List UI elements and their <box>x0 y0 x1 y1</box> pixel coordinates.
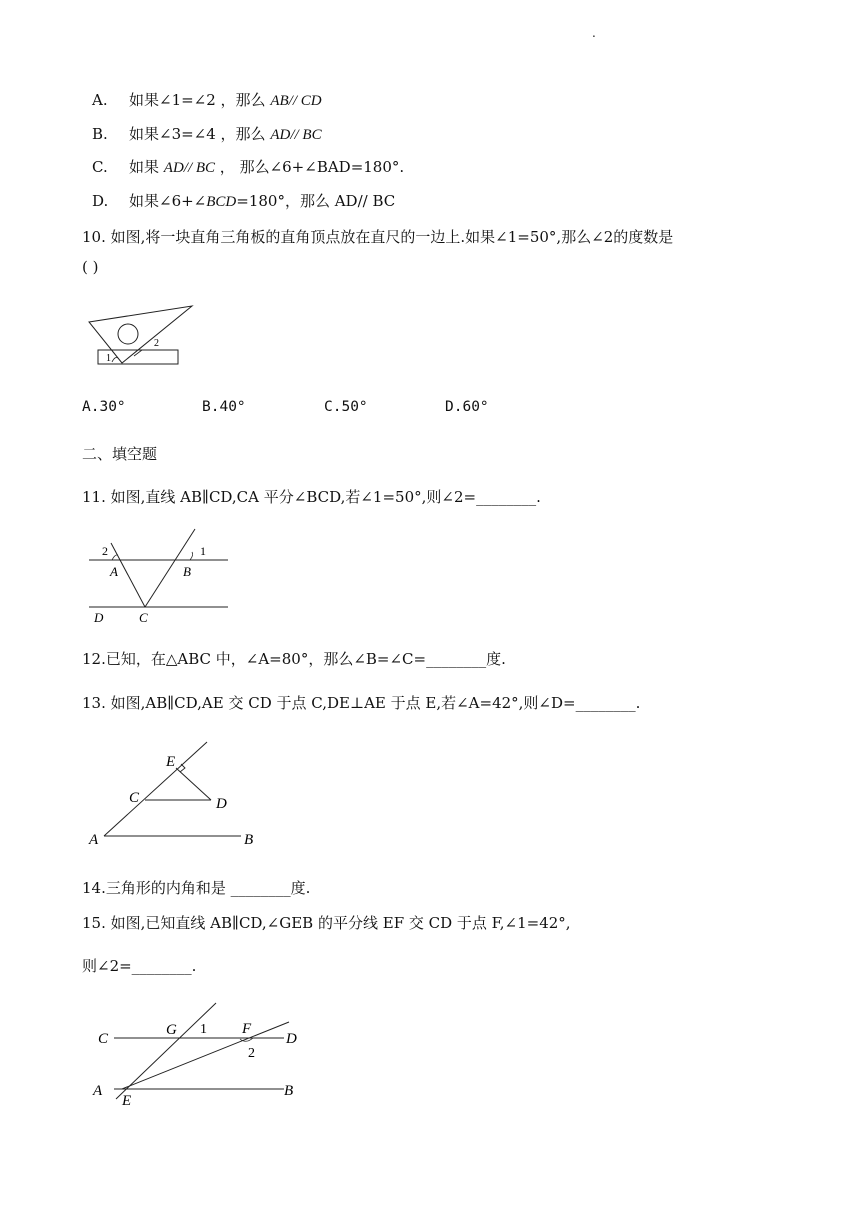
point-label-b: B <box>284 1083 294 1099</box>
q10-option-b: B.40° <box>202 399 246 415</box>
option-text-post: ， 那么∠6+∠BAD=180°. <box>215 158 405 176</box>
point-label-a: A <box>93 1083 103 1099</box>
point-label-d: D <box>94 610 104 625</box>
q10-option-d: D.60° <box>445 399 489 415</box>
point-label-g: G <box>166 1022 177 1038</box>
point-label-c: C <box>129 790 140 806</box>
option-text: 如果∠1=∠2 ，那么 <box>129 91 266 109</box>
q11-stem: 11. 如图,直线 AB∥CD,CA 平分∠BCD,若∠1=50°,则∠2=________. <box>82 488 541 506</box>
q9-option-c <box>92 156 404 177</box>
angle-label-2: 2 <box>248 1046 255 1061</box>
q14-stem: 14.三角形的内角和是 ________度. <box>82 879 311 897</box>
q13-stem: 13. 如图,AB∥CD,AE 交 CD 于点 C,DE⊥AE 于点 E,若∠A=42°,则∠D=________. <box>82 694 641 712</box>
q10-option-a: A.30° <box>82 399 126 415</box>
q12-stem: 12.已知，在△ABC 中，∠A=80°，那么∠B=∠C=________度. <box>82 650 506 668</box>
q10-stem-line2: ( ) <box>82 258 99 276</box>
point-label-f: F <box>242 1021 252 1037</box>
point-label-e: E <box>166 754 176 770</box>
point-label-b: B <box>183 564 191 579</box>
point-label-d: D <box>216 796 227 812</box>
point-label-d: D <box>286 1031 297 1047</box>
q9-option-d <box>92 190 395 211</box>
q9-option-b <box>92 123 322 144</box>
section-title: 二、填空题 <box>82 445 158 463</box>
angle-label-2: 2 <box>102 544 108 558</box>
triangle-hole <box>118 324 138 344</box>
q15-figure <box>88 998 318 1108</box>
q10-stem-line1: 10. 如图,将一块直角三角板的直角顶点放在直尺的一边上.如果∠1=50°,那么∠2的度数是 <box>82 228 674 246</box>
q11-figure <box>84 520 234 630</box>
point-label-b: B <box>244 832 254 848</box>
option-label: B. <box>92 125 108 143</box>
triangle-ruler <box>89 306 192 363</box>
point-label-a: A <box>110 564 118 579</box>
option-math: BCD <box>206 194 237 210</box>
q10-figure <box>84 298 204 370</box>
q10-option-c: C.50° <box>324 399 368 415</box>
option-text: 如果∠3=∠4 ，那么 <box>129 125 271 143</box>
point-label-c: C <box>98 1031 109 1047</box>
q15-stem-line2: 则∠2=________. <box>82 957 197 975</box>
option-label: D. <box>92 192 109 210</box>
point-label-a: A <box>89 832 99 848</box>
option-math: AD// BC <box>163 160 216 176</box>
option-label: A. <box>92 91 108 109</box>
option-label: C. <box>92 158 108 176</box>
angle-label-1: 1 <box>200 1022 207 1037</box>
option-text: 如果∠6+∠ <box>129 192 207 210</box>
option-math: AD// BC <box>270 127 322 143</box>
option-text: 如果 <box>129 158 164 176</box>
angle-label-2: 2 <box>154 338 159 349</box>
header-dot: . <box>592 26 596 40</box>
q9-option-a <box>92 89 322 110</box>
angle-label-1: 1 <box>200 544 206 558</box>
point-label-e: E <box>122 1093 132 1108</box>
option-text-post: =180°，那么 AD// BC <box>236 192 396 210</box>
point-label-c: C <box>139 610 148 625</box>
q15-stem-line1: 15. 如图,已知直线 AB∥CD,∠GEB 的平分线 EF 交 CD 于点 F,∠1=42°, <box>82 914 571 932</box>
angle-label-1: 1 <box>106 353 111 364</box>
q13-figure <box>84 735 264 850</box>
option-math: AB// CD <box>270 93 322 109</box>
